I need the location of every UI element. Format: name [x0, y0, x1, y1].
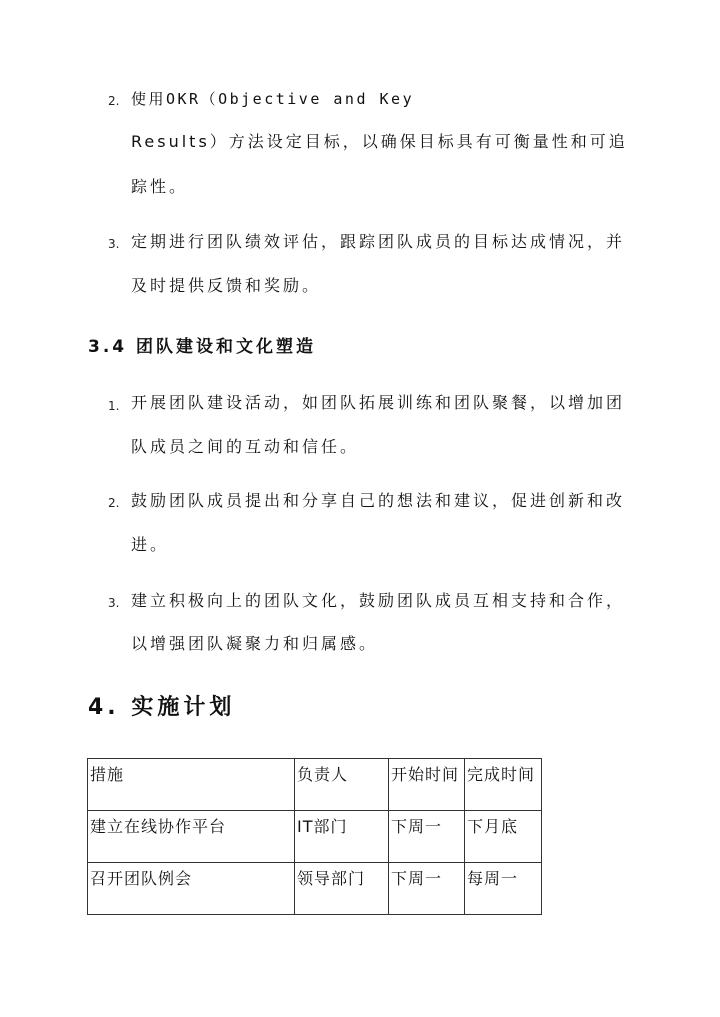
table-header-cell: 开始时间	[389, 759, 465, 811]
table-row	[88, 863, 542, 915]
list-number: 1.	[108, 399, 120, 413]
table-cell: 下月底	[465, 811, 542, 863]
table-header-cell: 完成时间	[465, 759, 542, 811]
table-header-cell: 措施	[88, 759, 295, 811]
list-item-text: 建立积极向上的团队文化，鼓励团队成员互相支持和合作，	[131, 591, 626, 610]
list-item-text: 进。	[131, 535, 170, 554]
list-item-text: 定期进行团队绩效评估，跟踪团队成员的目标达成情况，并	[131, 232, 626, 251]
section-heading: 3.4 团队建设和文化塑造	[88, 337, 317, 357]
list-item-text: 鼓励团队成员提出和分享自己的想法和建议，促进创新和改	[131, 491, 626, 510]
table-cell: 召开团队例会	[88, 863, 295, 915]
list-item-text: 队成员之间的互动和信任。	[131, 437, 360, 456]
table-header-row	[88, 759, 542, 811]
list-item-text: 及时提供反馈和奖励。	[131, 276, 322, 295]
list-item-text: 踪性。	[131, 177, 189, 196]
plan-table	[87, 758, 542, 915]
list-number: 2.	[108, 94, 120, 108]
section-heading: 4. 实施计划	[88, 695, 236, 720]
table-cell: 建立在线协作平台	[88, 811, 295, 863]
list-number: 3.	[108, 596, 120, 610]
table-cell: 下周一	[389, 811, 465, 863]
table-cell: 每周一	[465, 863, 542, 915]
table-cell: 领导部门	[295, 863, 389, 915]
list-number: 2.	[108, 496, 120, 510]
list-item-text: 以增强团队凝聚力和归属感。	[131, 634, 379, 653]
list-item-text: 开展团队建设活动，如团队拓展训练和团队聚餐，以增加团	[131, 393, 626, 412]
table-cell: 下周一	[389, 863, 465, 915]
table-row	[88, 811, 542, 863]
list-item-text: Results）方法设定目标，以确保目标具有可衡量性和可追	[131, 132, 628, 151]
table-cell: IT部门	[295, 811, 389, 863]
list-number: 3.	[108, 237, 120, 251]
list-item-text: 使用OKR（Objective and Key	[131, 90, 415, 108]
table-header-cell: 负责人	[295, 759, 389, 811]
